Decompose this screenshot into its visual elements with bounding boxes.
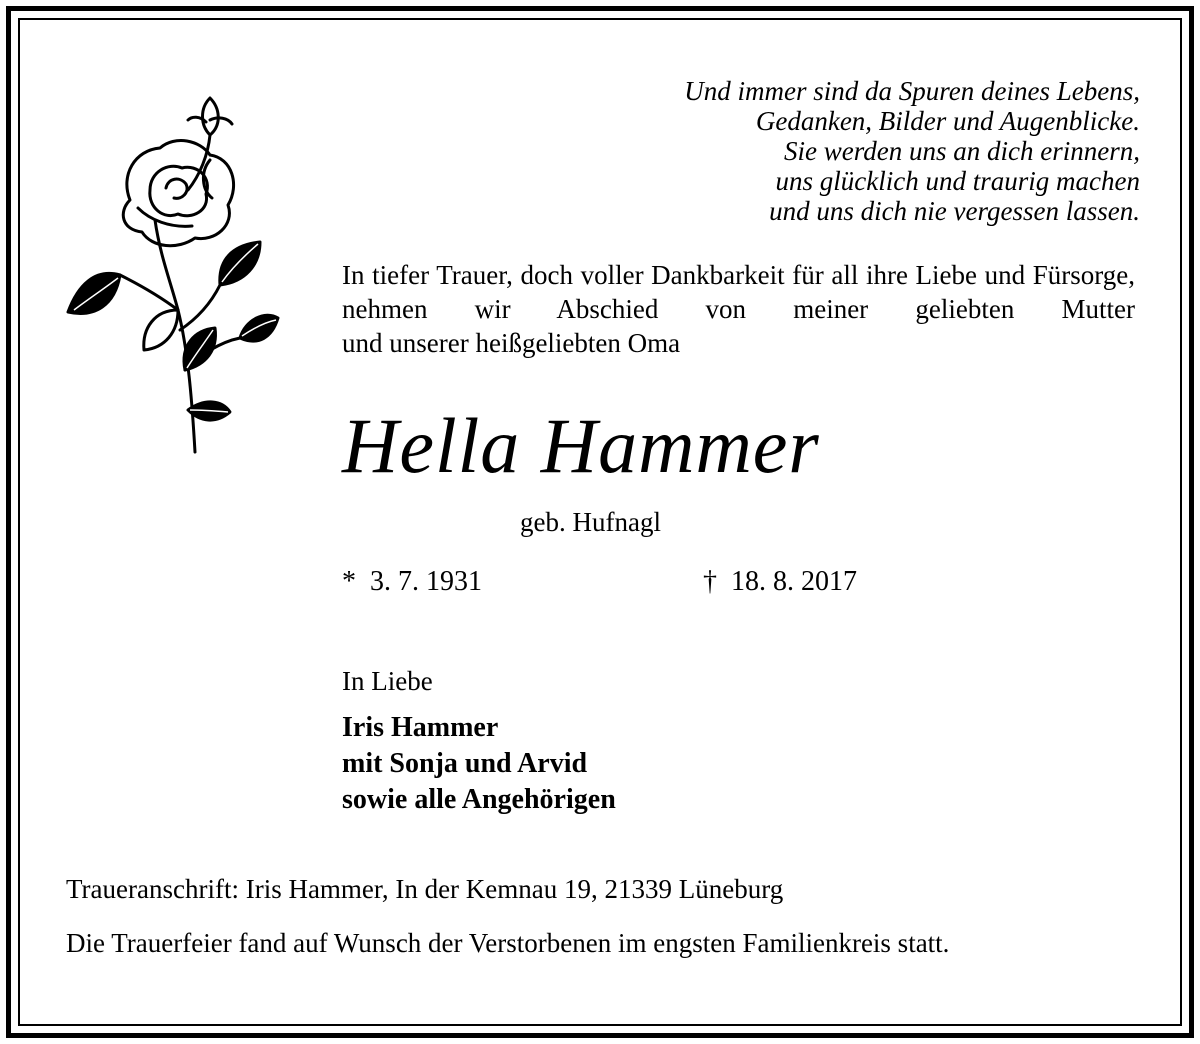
poem-line: uns glücklich und traurig machen [775,166,1140,196]
poem-line: Und immer sind da Spuren deines Lebens, [684,76,1140,106]
greeting: In Liebe [342,666,433,696]
mourner: Iris Hammer [342,712,499,743]
funeral-notice: Die Trauerfeier fand auf Wunsch der Verstorbenen im engsten Familienkreis statt. [66,928,950,958]
deceased-name: Hella Hammer [342,402,820,489]
poem [560,76,1140,226]
mourner: mit Sonja und Arvid [342,748,588,779]
death-date: † 18. 8. 2017 [703,566,857,597]
poem-line: und uns dich nie vergessen lassen. [769,196,1140,226]
announcement-intro-last: und unserer heißgeliebten Oma [342,328,681,358]
poem-line: Sie werden uns an dich erinnern, [784,136,1140,166]
maiden-name: geb. Hufnagl [520,507,661,537]
rose-icon [60,80,280,470]
announcement-intro: In tiefer Trauer, doch voller Dankbarkeit für all ihre Liebe und Fürsorge, nehmen wir Abschied von meiner geliebten Mutter [342,260,1135,324]
mourners-list [342,710,616,818]
birth-date: * 3. 7. 1931 [342,566,482,597]
poem-line: Gedanken, Bilder und Augenblicke. [755,106,1140,136]
mourner: sowie alle Angehörigen [342,784,616,815]
mourning-address: Traueranschrift: Iris Hammer, In der Kemnau 19, 21339 Lüneburg [66,874,784,904]
